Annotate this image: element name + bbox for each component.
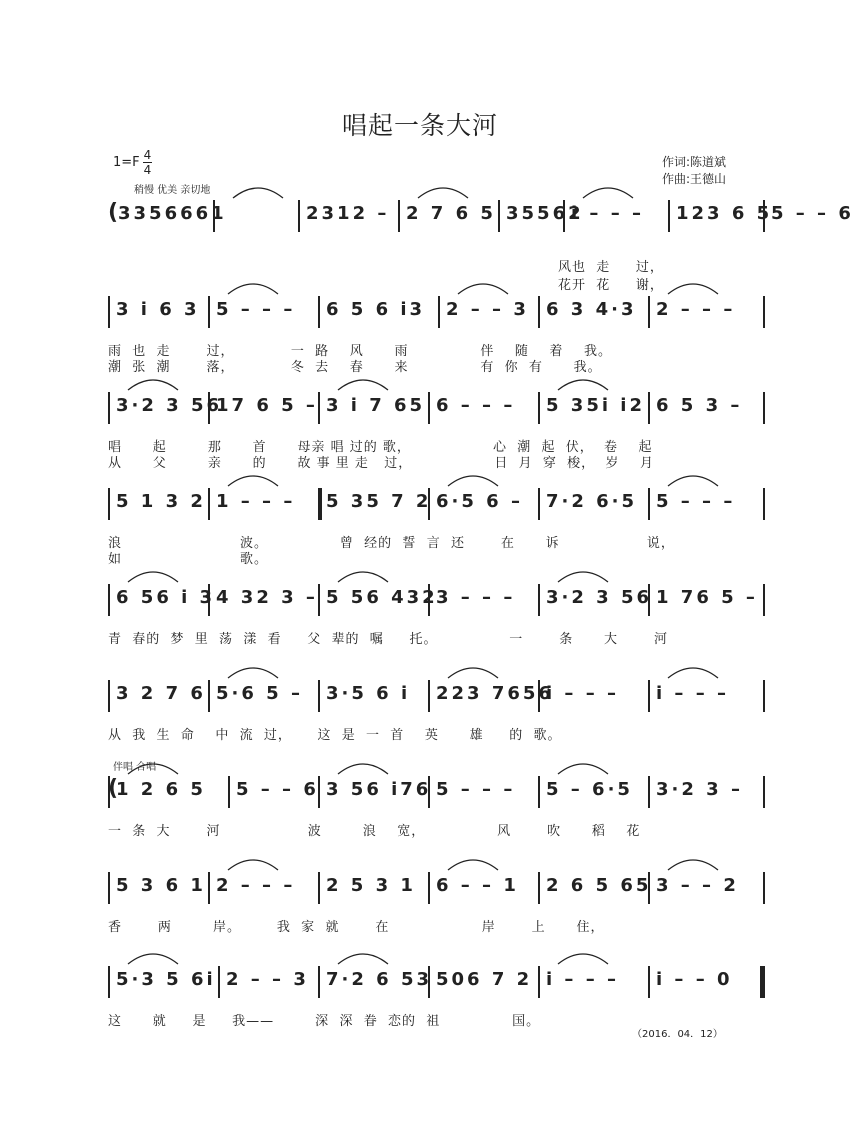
- measure-notes: 3·2 3 56: [116, 395, 222, 416]
- note-row: [108, 680, 768, 716]
- measure-notes: 6 – – –: [436, 395, 516, 416]
- lyric-line: 花开 花 谢，: [558, 278, 664, 293]
- music-system: [108, 966, 768, 1056]
- barline: [763, 776, 765, 808]
- slur-marks: [108, 846, 768, 876]
- measure-notes: i – – –: [546, 683, 619, 704]
- lyric-line: 一 条 大 河 波 浪 宽， 风 吹 稻 花: [108, 824, 641, 839]
- barline: [318, 966, 320, 998]
- slur: [228, 476, 278, 486]
- slur-marks: [108, 462, 768, 492]
- lyric-line: 从 我 生 命 中 流 过， 这 是 一 首 英 雄 的 歌。: [108, 728, 562, 743]
- time-signature: [143, 148, 153, 177]
- measure-notes: 5 – – 6: [236, 779, 319, 800]
- slur: [128, 764, 178, 774]
- lyric-line: 潮 张 潮 落， 冬 去 春 来 有 你 有 我。: [108, 360, 602, 375]
- barline: [648, 680, 650, 712]
- barline: [498, 200, 500, 232]
- barline: [108, 296, 110, 328]
- open-paren: (: [108, 776, 119, 801]
- measure-notes: 3 – – 2: [656, 875, 739, 896]
- measure-notes: 7·2 6 53: [326, 969, 432, 990]
- measure-notes: 5 – 6·5: [546, 779, 633, 800]
- measure-notes: i – – –: [546, 969, 619, 990]
- note-row: [108, 966, 768, 1002]
- slur-marks: [108, 940, 768, 970]
- barline: [428, 392, 430, 424]
- barline: [648, 392, 650, 424]
- slur: [338, 764, 388, 774]
- measure-notes: 223 7656: [436, 683, 554, 704]
- lyric-line: 雨 也 走 过， 一 路 风 雨 伴 随 着 我。: [108, 344, 612, 359]
- barline: [208, 680, 210, 712]
- date-stamp: （2016．04．12）: [632, 1029, 723, 1040]
- barline: [538, 776, 540, 808]
- lyric-line: 如 歌。: [108, 552, 269, 567]
- note-row: [108, 296, 768, 332]
- slur: [228, 284, 278, 294]
- slur-marks: [108, 270, 768, 300]
- slur: [128, 572, 178, 582]
- slur-marks: [108, 174, 768, 204]
- barline: [208, 872, 210, 904]
- measure-notes: 4 32 3 –: [216, 587, 318, 608]
- song-title: 唱起一条大河: [341, 111, 498, 140]
- measure-notes: 3 56 i76: [326, 779, 432, 800]
- measure-notes: 5·6 5 –: [216, 683, 303, 704]
- measure-notes: 2 – – –: [216, 875, 296, 896]
- measure-notes: 5 35i i2: [546, 395, 645, 416]
- measure-notes: 5 – – –: [216, 299, 296, 320]
- barline: [108, 392, 110, 424]
- slur: [448, 476, 498, 486]
- time-unit: 4: [143, 163, 152, 177]
- measure-notes: 5 35 7 2: [326, 491, 432, 512]
- slur: [448, 860, 498, 870]
- slur-marks: [108, 654, 768, 684]
- barline: [763, 680, 765, 712]
- measure-notes: 3 2 7 6: [116, 683, 206, 704]
- barline: [538, 488, 540, 520]
- barline: [668, 200, 670, 232]
- barline: [108, 966, 110, 998]
- measure-notes: 3 i 6 3: [116, 299, 200, 320]
- measure-notes: 6 56 i 3: [116, 587, 216, 608]
- composer-credit: 作曲:王德山: [662, 172, 727, 186]
- open-paren: (: [108, 200, 119, 225]
- barline: [763, 872, 765, 904]
- barline: [538, 584, 540, 616]
- measure-notes: 1 – – –: [216, 491, 296, 512]
- measure-notes: 6 3 4·3: [546, 299, 637, 320]
- barline: [648, 776, 650, 808]
- measure-notes: 3·2 3 56: [546, 587, 652, 608]
- key-signature: [113, 148, 152, 177]
- slur: [228, 668, 278, 678]
- slur: [668, 668, 718, 678]
- slur-marks: [108, 558, 768, 588]
- measure-notes: 3·5 6 i: [326, 683, 411, 704]
- barline: [318, 872, 320, 904]
- chorus-marking: 伴唱 合唱: [113, 762, 157, 773]
- slur-marks: [108, 366, 768, 396]
- note-row: [108, 584, 768, 620]
- slur: [558, 380, 608, 390]
- time-beats: 4: [143, 148, 152, 162]
- slur: [128, 380, 178, 390]
- slur: [338, 380, 388, 390]
- slur: [418, 188, 468, 198]
- slur: [338, 954, 388, 964]
- note-row: [108, 392, 768, 428]
- barline: [648, 488, 650, 520]
- slur: [558, 764, 608, 774]
- barline: [648, 966, 650, 998]
- measure-notes: 5 3 6 1: [116, 875, 206, 896]
- key-prefix: 1=F: [113, 155, 140, 170]
- slur: [583, 188, 633, 198]
- measure-notes: i – – –: [656, 683, 729, 704]
- slur: [448, 668, 498, 678]
- measure-notes: 17 6 5 –: [216, 395, 318, 416]
- measure-notes: 2 – – –: [656, 299, 736, 320]
- barline: [208, 296, 210, 328]
- note-row: [108, 488, 768, 524]
- measure-notes: 2312 –: [306, 203, 390, 224]
- barline: [538, 966, 540, 998]
- measure-notes: 3356661: [118, 203, 227, 224]
- barline: [208, 488, 210, 520]
- barline: [218, 966, 220, 998]
- slur: [668, 476, 718, 486]
- measure-notes: 123 6 5: [676, 203, 773, 224]
- measure-notes: 6 5 6 i3: [326, 299, 426, 320]
- barline: [108, 488, 110, 520]
- slur: [668, 860, 718, 870]
- tempo-marking: 稍慢 优美 亲切地: [134, 185, 211, 196]
- measure-notes: 5 1 3 2: [116, 491, 206, 512]
- lyric-line: 唱 起 那 首 母亲 唱 过的 歌， 心 潮 起 伏， 卷 起: [108, 440, 653, 455]
- barline: [538, 296, 540, 328]
- measure-notes: 506 7 2: [436, 969, 533, 990]
- slur: [558, 954, 608, 964]
- barline: [108, 680, 110, 712]
- measure-notes: 1 2 6 5: [116, 779, 206, 800]
- measure-notes: 2 6 5 65: [546, 875, 652, 896]
- slur: [458, 284, 508, 294]
- measure-notes: 1 76 5 –: [656, 587, 758, 608]
- barline: [428, 872, 430, 904]
- barline: [228, 776, 230, 808]
- final-barline: [760, 966, 764, 998]
- barline: [318, 584, 320, 616]
- barline: [318, 488, 322, 520]
- slur: [233, 188, 283, 198]
- measure-notes: 2 – – 3: [226, 969, 309, 990]
- measure-notes: 6 5 3 –: [656, 395, 743, 416]
- barline: [763, 584, 765, 616]
- barline: [763, 488, 765, 520]
- measure-notes: i – – –: [571, 203, 644, 224]
- lyric-line: 风也 走 过，: [558, 260, 664, 275]
- barline: [298, 200, 300, 232]
- note-row: [108, 776, 768, 812]
- measure-notes: 2 – – 3: [446, 299, 529, 320]
- measure-notes: 3 – – –: [436, 587, 516, 608]
- measure-notes: 6·5 6 –: [436, 491, 523, 512]
- measure-notes: 3·2 3 –: [656, 779, 743, 800]
- slur: [338, 572, 388, 582]
- barline: [398, 200, 400, 232]
- slur: [228, 860, 278, 870]
- measure-notes: 7·2 6·5: [546, 491, 638, 512]
- measure-notes: 2 5 3 1: [326, 875, 416, 896]
- measure-notes: i – – 0: [656, 969, 733, 990]
- measure-notes: 6 – – 1: [436, 875, 519, 896]
- lyric-line: 香 两 岸。 我 家 就 在 岸 上 住，: [108, 920, 605, 935]
- lyric-line: 从 父 亲 的 故 事 里 走 过， 日 月 穿 梭， 岁 月: [108, 456, 654, 471]
- barline: [318, 296, 320, 328]
- slur-marks: [108, 750, 768, 780]
- barline: [108, 584, 110, 616]
- measure-notes: 5 – – –: [436, 779, 516, 800]
- barline: [648, 296, 650, 328]
- note-row: [108, 200, 854, 236]
- slur: [668, 284, 718, 294]
- lyricist-credit: 作词:陈道斌: [662, 155, 727, 169]
- barline: [108, 872, 110, 904]
- slur: [128, 954, 178, 964]
- barline: [318, 680, 320, 712]
- measure-notes: 3 i 7 65: [326, 395, 426, 416]
- barline: [763, 392, 765, 424]
- barline: [538, 872, 540, 904]
- barline: [438, 296, 440, 328]
- measure-notes: 35562: [506, 203, 584, 224]
- measure-notes: 5 56 432: [326, 587, 438, 608]
- barline: [763, 296, 765, 328]
- lyric-line: 这 就 是 我—— 深 深 眷 恋的 祖 国。: [108, 1014, 541, 1029]
- barline: [428, 680, 430, 712]
- measure-notes: 5 – – –: [656, 491, 736, 512]
- barline: [318, 392, 320, 424]
- measure-notes: 2 7 6 5: [406, 203, 496, 224]
- measure-notes: 5 – – 6: [771, 203, 854, 224]
- note-row: [108, 872, 768, 908]
- slur: [558, 572, 608, 582]
- lyric-line: 浪 波。 曾 经的 誓 言 还 在 诉 说，: [108, 536, 675, 551]
- barline: [538, 392, 540, 424]
- lyric-line: 青 春的 梦 里 荡 漾 看 父 辈的 嘱 托。 一 条 大 河: [108, 632, 668, 647]
- measure-notes: 5·3 5 6i: [116, 969, 216, 990]
